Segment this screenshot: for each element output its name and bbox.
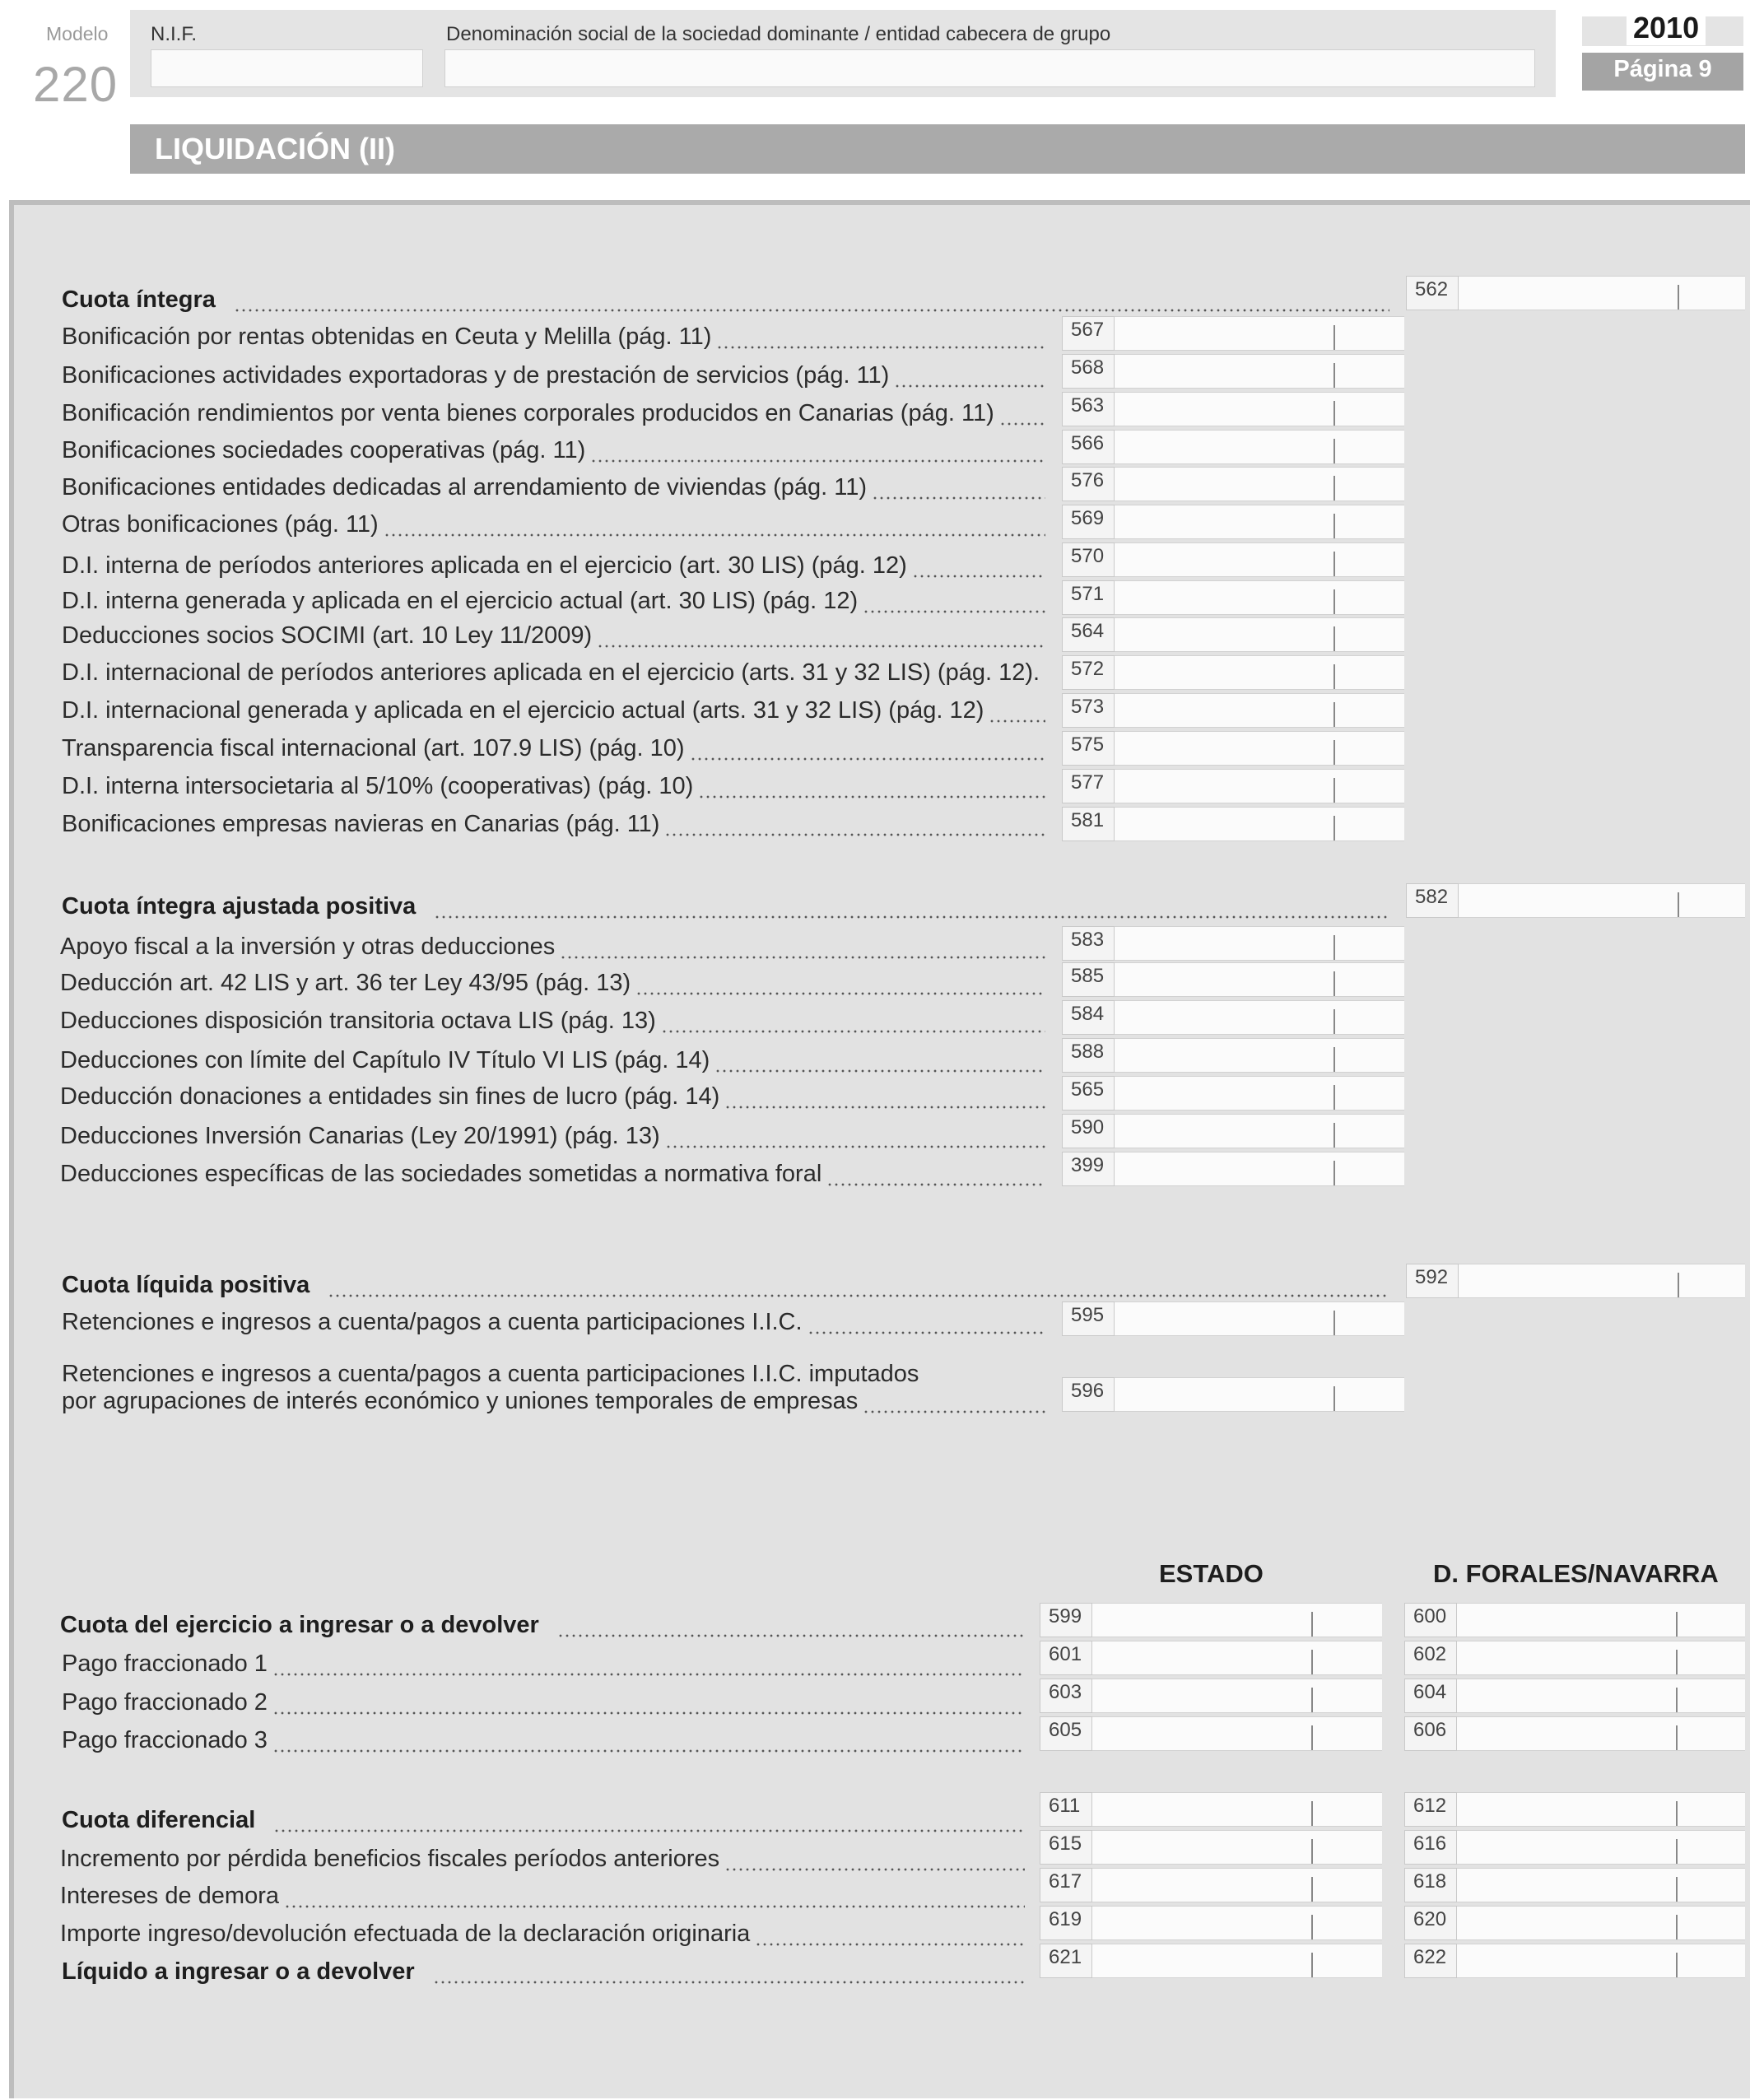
nif-field[interactable] xyxy=(151,49,423,87)
decimal-separator-mark xyxy=(1676,1915,1678,1939)
box-585-input[interactable] xyxy=(1115,962,1404,997)
box-estado-619-code: 619 xyxy=(1040,1906,1092,1940)
box-568-code: 568 xyxy=(1062,354,1115,389)
leader-dots xyxy=(664,833,1045,836)
box-592-input[interactable] xyxy=(1459,1264,1745,1298)
row-label: Bonificación rendimientos por venta bienes corporales producidos en Canarias (pág. 11) xyxy=(62,400,994,426)
box-forales-618-input[interactable] xyxy=(1457,1868,1745,1902)
row-label: Deducciones Inversión Canarias (Ley 20/1991) (pág. 13) xyxy=(60,1123,660,1149)
box-575-input[interactable] xyxy=(1115,731,1404,766)
leader-dots xyxy=(724,1106,1045,1109)
box-forales-602-code: 602 xyxy=(1404,1641,1457,1675)
box-estado-615-code: 615 xyxy=(1040,1830,1092,1865)
decimal-separator-mark xyxy=(1333,971,1335,996)
row-label: Importe ingreso/devolución efectuada de la declaración originaria xyxy=(60,1921,751,1947)
decimal-separator-mark xyxy=(1333,664,1335,689)
box-595-input[interactable] xyxy=(1115,1301,1404,1336)
decimal-separator-mark xyxy=(1676,1612,1678,1637)
leader-dots xyxy=(863,610,1045,613)
leader-dots xyxy=(999,422,1045,426)
decimal-separator-mark xyxy=(1333,702,1335,727)
leader-dots xyxy=(665,1145,1045,1148)
decimal-separator-mark xyxy=(1676,1839,1678,1864)
leader-dots xyxy=(272,1711,1025,1715)
modelo-number: 220 xyxy=(33,57,119,112)
row-label: Deducciones socios SOCIMI (art. 10 Ley 11/2009) xyxy=(62,622,593,649)
decimal-separator-mark xyxy=(1311,1953,1313,1977)
row-label: Bonificaciones entidades dedicadas al arrendamiento de viviendas (pág. 11) xyxy=(62,474,868,501)
row-label: Deducciones disposición transitoria octava LIS (pág. 13) xyxy=(60,1008,656,1034)
leader-dots xyxy=(714,1069,1045,1073)
box-581-code: 581 xyxy=(1062,807,1115,841)
box-595-code: 595 xyxy=(1062,1301,1115,1336)
box-estado-599-code: 599 xyxy=(1040,1603,1092,1637)
decimal-separator-mark xyxy=(1333,1123,1335,1148)
decimal-separator-mark xyxy=(1333,1311,1335,1335)
box-564-input[interactable] xyxy=(1115,617,1404,652)
box-571-code: 571 xyxy=(1062,580,1115,615)
row-label: Bonificaciones sociedades cooperativas (pág. 11) xyxy=(62,437,586,463)
year: 2010 xyxy=(1627,11,1706,45)
box-566-input[interactable] xyxy=(1115,430,1404,464)
leader-dots xyxy=(661,1030,1045,1033)
box-forales-612-input[interactable] xyxy=(1457,1792,1745,1827)
box-581-input[interactable] xyxy=(1115,807,1404,841)
box-573-code: 573 xyxy=(1062,693,1115,728)
decimal-separator-mark xyxy=(1333,514,1335,538)
denominacion-field[interactable] xyxy=(444,49,1535,87)
box-estado-617-code: 617 xyxy=(1040,1868,1092,1902)
box-570-input[interactable] xyxy=(1115,542,1404,577)
box-estado-601-input[interactable] xyxy=(1092,1641,1382,1675)
box-563-input[interactable] xyxy=(1115,392,1404,426)
decimal-separator-mark xyxy=(1311,1915,1313,1939)
box-estado-611-input[interactable] xyxy=(1092,1792,1382,1827)
box-estado-603-code: 603 xyxy=(1040,1679,1092,1713)
box-forales-618-code: 618 xyxy=(1404,1868,1457,1902)
decimal-separator-mark xyxy=(1333,1085,1335,1110)
box-forales-622-code: 622 xyxy=(1404,1944,1457,1978)
box-forales-602-input[interactable] xyxy=(1457,1641,1745,1675)
leader-dots xyxy=(894,384,1045,388)
row-label: Cuota del ejercicio a ingresar o a devolver xyxy=(60,1612,539,1638)
decimal-separator-mark xyxy=(1333,325,1335,350)
row-label: Apoyo fiscal a la inversión y otras deducciones xyxy=(60,934,556,960)
box-565-code: 565 xyxy=(1062,1076,1115,1111)
row-label: D.I. interna intersocietaria al 5/10% (cooperativas) (pág. 10) xyxy=(62,773,694,799)
column-header-forales: D. FORALES/NAVARRA xyxy=(1433,1559,1719,1588)
box-584-code: 584 xyxy=(1062,1000,1115,1035)
box-399-code: 399 xyxy=(1062,1152,1115,1186)
box-399-input[interactable] xyxy=(1115,1152,1404,1186)
leader-dots xyxy=(434,915,1389,919)
box-575-code: 575 xyxy=(1062,731,1115,766)
row-label: Pago fraccionado 3 xyxy=(62,1727,268,1753)
box-forales-616-input[interactable] xyxy=(1457,1830,1745,1865)
box-566-code: 566 xyxy=(1062,430,1115,464)
box-forales-600-code: 600 xyxy=(1404,1603,1457,1637)
decimal-separator-mark xyxy=(1311,1688,1313,1712)
decimal-separator-mark xyxy=(1676,1650,1678,1674)
leader-dots xyxy=(863,1410,1045,1413)
box-596-code: 596 xyxy=(1062,1377,1115,1412)
page-label: Página 9 xyxy=(1613,56,1712,82)
decimal-separator-mark xyxy=(1333,778,1335,803)
box-569-input[interactable] xyxy=(1115,505,1404,539)
box-588-input[interactable] xyxy=(1115,1038,1404,1073)
box-565-input[interactable] xyxy=(1115,1076,1404,1111)
row-label: D.I. internacional generada y aplicada en el ejercicio actual (arts. 31 y 32 LIS) (pág. 12) xyxy=(62,697,984,724)
box-576-code: 576 xyxy=(1062,467,1115,501)
box-573-input[interactable] xyxy=(1115,693,1404,728)
decimal-separator-mark xyxy=(1333,1161,1335,1185)
row-label: Bonificaciones empresas navieras en Canarias (pág. 11) xyxy=(62,811,660,837)
row-label: Deducción art. 42 LIS y art. 36 ter Ley 43/95 (pág. 13) xyxy=(60,970,631,996)
box-596-input[interactable] xyxy=(1115,1377,1404,1412)
section-title: LIQUIDACIÓN (II) xyxy=(155,132,395,165)
decimal-separator-mark xyxy=(1678,1273,1679,1297)
row-label: por agrupaciones de interés económico y uniones temporales de empresas xyxy=(62,1388,859,1414)
decimal-separator-mark xyxy=(1333,552,1335,576)
decimal-separator-mark xyxy=(1333,935,1335,960)
decimal-separator-mark xyxy=(1333,1047,1335,1072)
modelo-label: Modelo xyxy=(46,23,109,44)
box-forales-620-input[interactable] xyxy=(1457,1906,1745,1940)
decimal-separator-mark xyxy=(1333,401,1335,426)
decimal-separator-mark xyxy=(1333,740,1335,765)
row-label: Cuota íntegra xyxy=(62,286,216,313)
leader-dots xyxy=(433,1981,1025,1984)
box-forales-612-code: 612 xyxy=(1404,1792,1457,1827)
box-577-code: 577 xyxy=(1062,769,1115,803)
box-forales-622-input[interactable] xyxy=(1457,1944,1745,1978)
box-estado-601-code: 601 xyxy=(1040,1641,1092,1675)
box-570-code: 570 xyxy=(1062,542,1115,577)
leader-dots xyxy=(872,496,1045,500)
box-582-code: 582 xyxy=(1406,883,1459,918)
row-label: Pago fraccionado 1 xyxy=(62,1651,268,1677)
decimal-separator-mark xyxy=(1333,626,1335,651)
row-label: Cuota líquida positiva xyxy=(62,1272,310,1298)
box-estado-599-input[interactable] xyxy=(1092,1603,1382,1637)
box-564-code: 564 xyxy=(1062,617,1115,652)
box-estado-615-input[interactable] xyxy=(1092,1830,1382,1865)
column-header-estado: ESTADO xyxy=(1159,1559,1264,1588)
nif-label: N.I.F. xyxy=(151,23,198,45)
leader-dots xyxy=(635,992,1045,995)
box-590-code: 590 xyxy=(1062,1114,1115,1148)
box-estado-611-code: 611 xyxy=(1040,1792,1092,1827)
decimal-separator-mark xyxy=(1676,1877,1678,1902)
row-label: Bonificación por rentas obtenidas en Ceuta y Melilla (pág. 11) xyxy=(62,324,712,350)
decimal-separator-mark xyxy=(1678,285,1679,310)
row-label: Otras bonificaciones (pág. 11) xyxy=(62,511,379,538)
box-estado-605-code: 605 xyxy=(1040,1716,1092,1751)
decimal-separator-mark xyxy=(1333,439,1335,463)
leader-dots xyxy=(273,1829,1025,1832)
box-582-input[interactable] xyxy=(1459,883,1745,918)
box-forales-604-input[interactable] xyxy=(1457,1679,1745,1713)
box-estado-605-input[interactable] xyxy=(1092,1716,1382,1751)
box-forales-604-code: 604 xyxy=(1404,1679,1457,1713)
leader-dots xyxy=(698,795,1045,799)
box-590-input[interactable] xyxy=(1115,1114,1404,1148)
box-572-input[interactable] xyxy=(1115,655,1404,690)
box-571-input[interactable] xyxy=(1115,580,1404,615)
box-forales-606-code: 606 xyxy=(1404,1716,1457,1751)
decimal-separator-mark xyxy=(1333,1386,1335,1411)
box-576-input[interactable] xyxy=(1115,467,1404,501)
box-forales-600-input[interactable] xyxy=(1457,1603,1745,1637)
box-572-code: 572 xyxy=(1062,655,1115,690)
leader-dots xyxy=(384,533,1045,537)
decimal-separator-mark xyxy=(1676,1725,1678,1750)
box-562-code: 562 xyxy=(1406,276,1459,310)
row-label: Transparencia fiscal internacional (art. 107.9 LIS) (pág. 10) xyxy=(62,735,685,761)
row-label: Deducciones con límite del Capítulo IV Título VI LIS (pág. 14) xyxy=(60,1047,710,1073)
leader-dots xyxy=(597,645,1045,648)
box-estado-619-input[interactable] xyxy=(1092,1906,1382,1940)
leader-dots xyxy=(912,575,1045,578)
row-label: Líquido a ingresar o a devolver xyxy=(62,1958,415,1985)
box-estado-621-code: 621 xyxy=(1040,1944,1092,1978)
leader-dots xyxy=(590,459,1045,463)
decimal-separator-mark xyxy=(1311,1650,1313,1674)
decimal-separator-mark xyxy=(1676,1953,1678,1977)
denominacion-label: Denominación social de la sociedad dominante / entidad cabecera de grupo xyxy=(446,23,1111,45)
box-569-code: 569 xyxy=(1062,505,1115,539)
decimal-separator-mark xyxy=(1678,892,1679,917)
leader-dots xyxy=(557,1634,1025,1637)
decimal-separator-mark xyxy=(1333,1009,1335,1034)
box-forales-616-code: 616 xyxy=(1404,1830,1457,1865)
decimal-separator-mark xyxy=(1676,1801,1678,1826)
row-label: D.I. interna de períodos anteriores aplicada en el ejercicio (art. 30 LIS) (pág. 12) xyxy=(62,552,907,579)
box-583-input[interactable] xyxy=(1115,926,1404,961)
leader-dots xyxy=(272,1673,1025,1676)
leader-dots xyxy=(755,1943,1025,1946)
row-label: Cuota íntegra ajustada positiva xyxy=(62,893,417,920)
leader-dots xyxy=(808,1331,1045,1334)
box-584-input[interactable] xyxy=(1115,1000,1404,1035)
box-585-code: 585 xyxy=(1062,962,1115,997)
box-567-code: 567 xyxy=(1062,316,1115,351)
decimal-separator-mark xyxy=(1311,1801,1313,1826)
row-label: Pago fraccionado 2 xyxy=(62,1689,268,1716)
decimal-separator-mark xyxy=(1333,589,1335,614)
row-label: D.I. interna generada y aplicada en el ejercicio actual (art. 30 LIS) (pág. 12) xyxy=(62,588,859,614)
leader-dots xyxy=(284,1905,1025,1908)
decimal-separator-mark xyxy=(1311,1725,1313,1750)
row-label: D.I. internacional de períodos anteriores aplicada en el ejercicio (arts. 31 y 32 LIS) (pág. 12). xyxy=(62,659,1040,686)
row-label: Intereses de demora xyxy=(60,1883,279,1909)
box-forales-606-input[interactable] xyxy=(1457,1716,1745,1751)
leader-dots xyxy=(826,1183,1045,1186)
leader-dots xyxy=(328,1294,1389,1297)
leader-dots xyxy=(560,956,1045,959)
decimal-separator-mark xyxy=(1311,1612,1313,1637)
leader-dots xyxy=(690,757,1045,761)
box-583-code: 583 xyxy=(1062,926,1115,961)
box-estado-621-input[interactable] xyxy=(1092,1944,1382,1978)
decimal-separator-mark xyxy=(1333,363,1335,388)
box-estado-603-input[interactable] xyxy=(1092,1679,1382,1713)
box-592-code: 592 xyxy=(1406,1264,1459,1298)
leader-dots xyxy=(272,1749,1025,1753)
box-567-input[interactable] xyxy=(1115,316,1404,351)
box-588-code: 588 xyxy=(1062,1038,1115,1073)
row-label: Retenciones e ingresos a cuenta/pagos a cuenta participaciones I.I.C. imputados xyxy=(62,1361,919,1387)
box-563-code: 563 xyxy=(1062,392,1115,426)
row-label: Deducciones específicas de las sociedades sometidas a normativa foral xyxy=(60,1161,822,1187)
row-label: Retenciones e ingresos a cuenta/pagos a cuenta participaciones I.I.C. xyxy=(62,1309,803,1335)
row-label: Incremento por pérdida beneficios fiscales períodos anteriores xyxy=(60,1846,720,1872)
leader-dots xyxy=(724,1868,1025,1871)
box-568-input[interactable] xyxy=(1115,354,1404,389)
leader-dots xyxy=(716,346,1045,349)
decimal-separator-mark xyxy=(1333,816,1335,840)
leader-dots xyxy=(989,719,1045,723)
box-forales-620-code: 620 xyxy=(1404,1906,1457,1940)
leader-dots xyxy=(234,309,1389,312)
row-label: Cuota diferencial xyxy=(62,1807,256,1833)
decimal-separator-mark xyxy=(1311,1839,1313,1864)
decimal-separator-mark xyxy=(1333,476,1335,501)
box-estado-617-input[interactable] xyxy=(1092,1868,1382,1902)
box-577-input[interactable] xyxy=(1115,769,1404,803)
row-label: Deducción donaciones a entidades sin fines de lucro (pág. 14) xyxy=(60,1083,720,1110)
decimal-separator-mark xyxy=(1676,1688,1678,1712)
decimal-separator-mark xyxy=(1311,1877,1313,1902)
box-562-input[interactable] xyxy=(1459,276,1745,310)
row-label: Bonificaciones actividades exportadoras y de prestación de servicios (pág. 11) xyxy=(62,362,890,389)
